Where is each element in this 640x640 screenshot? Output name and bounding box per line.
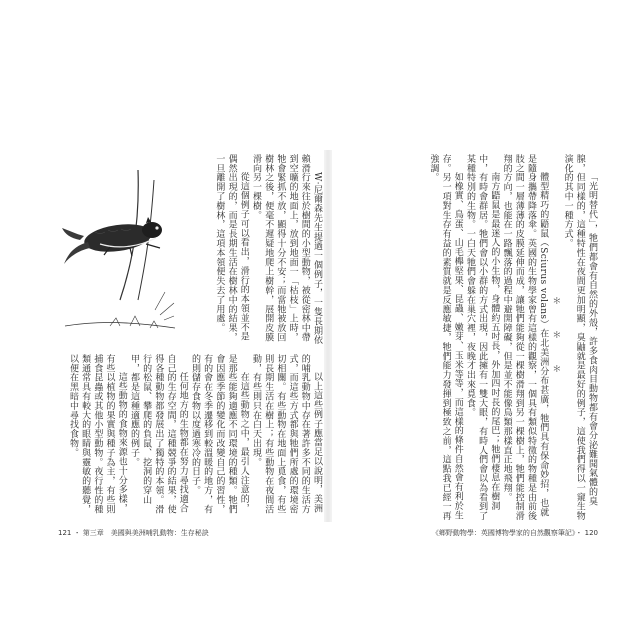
paragraph: 如橡實、鳥蛋、山毛櫸堅果、昆蟲、嫩芽、玉米等等，而這樣的條件自然會有利於生存。另一項對生存有益的素質就是反應敏捷，牠們能力發揮到極致之前，這點我已經一再強調。 — [428, 154, 463, 521]
illustration-caption — [58, 256, 178, 266]
right-body-text — [333, 154, 598, 522]
paragraph: 體型精巧的鼯鼠（Sciurus volans）在北美洲分布甚廣，牠們具有保命妙招，也就是隨身攜帶降落傘。英國的生物學家曾有這樣的觀察，一個具有類似特徵的物種是由前後肢之間一層薄薄的皮膜延伸而成，讓牠們能夠從一棵樹滑翔到另一棵樹上，牠們能控制滑翔的方向，也能在一路飄落的過程中避開障礙，但是並不能像鳥類那樣直正地飛翔。 — [501, 154, 549, 521]
paragraph: W‧尼爾森先生提過一個例子，一隻長期依賴滑行來往於樹間的小型動物，被從密林中帶到空曠的地面上，放到地面一「枯枝」上時，牠會緊抓不放，顯得十分不安；而當牠被放回樹林之後，便毫不遲疑地爬上樹幹，展開皮膜滑向另一棵樹。 — [250, 154, 322, 345]
paragraph: 從這個例子可以看出，滑行的本領並不是偶然出現的，而是長期生活在樹林中的結果，一旦離開了樹林，這項本領便失去了用處。 — [214, 154, 249, 342]
left-page — [58, 150, 323, 542]
book-spread — [58, 150, 598, 542]
book-gutter — [324, 150, 332, 522]
paragraph: 以上這些例子應當足以說明，美洲的哺乳動物中存在著許多不同的生活方式，而這些方式都與牠們所處的環境密切相關。有些動物在地面上覓食，有些則長期生活在樹上；有些動物在夜間活動，有些則只在白天出現。 — [250, 354, 322, 514]
paragraph: 在這些動物之中，最引人注意的，是那些能夠適應不同環境的種類。牠們會因應季節的變化而改變自己的習性，有的會在冬季遷移到較溫暖的地方，有的則儲存食物以度過寒冷的日子。 — [189, 354, 249, 514]
paragraph: 這些動物的食物來源也十分多樣，有些以植物的果實與種子為主，有些則捕食昆蟲或其他小型動物。夜行性的種類通常具有較大的眼睛與靈敏的聽覺，以便在黑暗中尋找食物。 — [67, 354, 127, 514]
paragraph: 南方鼯鼠是最迷人的小生物，身體約五吋長，外加四吋長的尾巴；牠們棲息在樹洞中，有時會群居。牠們會以小群的方式出現，因此擁有一雙大眼，有時人們會以為看到了某種特別的生物。一白天牠們會躲在巢穴裡，夜晚才出來覓食。 — [464, 154, 500, 521]
right-page-footer: 《鄉野動物學：英國博物學家的自然觀察筆記》・ 120 — [431, 529, 598, 537]
left-lower-body-text — [58, 354, 323, 522]
paragraph: 任何地方的生物都在努力尋找適合自己的生存空間，這種競爭的結果，使得各種動物都發展出了獨特的本領。滑行的松鼠、攀爬的負鼠、挖洞的穿山甲，都是這種適應的例子。 — [128, 354, 188, 514]
section-break-ornament: ＊ ＊ ＊ — [550, 295, 561, 381]
left-upper-body-text — [178, 154, 323, 350]
left-page-footer: 121 ・ 第三章 美國與美洲哺乳動物：生存秘訣 — [58, 529, 209, 537]
right-page — [333, 150, 598, 542]
flying-squirrel-illustration — [60, 150, 178, 346]
paragraph: 「光明替代」，牠們都會有自然的外殼，許多食肉目動物都有會分泌難聞氣體的臭腺，但同樣的，這種特性在夜間更加明顯，臭鼬就是最好的例子，這使我們得以一窺生物演化的其中一種方式。 — [562, 154, 597, 521]
